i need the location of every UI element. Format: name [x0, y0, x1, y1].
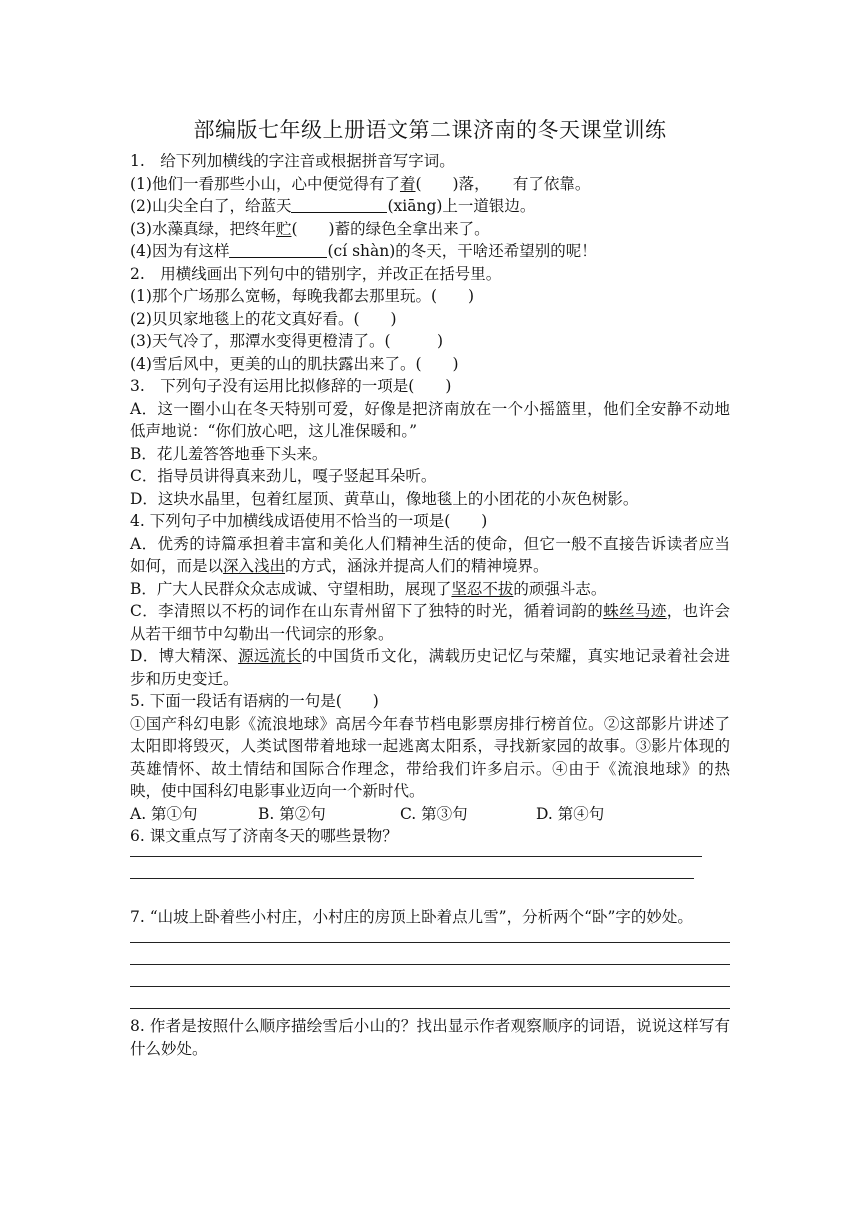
q1-item-3 [130, 218, 730, 241]
q5-options [130, 803, 730, 826]
answer-line[interactable] [130, 964, 730, 965]
worksheet-body [130, 150, 730, 1060]
q1-item-1 [130, 173, 730, 196]
q1-item-4-text: (4)因为有这样 [130, 242, 230, 260]
q5-option-b: B. 第②句 [258, 804, 326, 823]
q4-option-a-idiom: 深入浅出 [223, 557, 286, 575]
q4-option-b-idiom: 坚忍不拔 [451, 579, 514, 598]
fill-blank[interactable] [229, 242, 327, 258]
q4-stem: 4. 下列句子中加横线成语使用不恰当的一项是( ) [130, 512, 488, 530]
q3-option-b: B．花儿羞答答地垂下头来。 [130, 444, 328, 463]
q3-option-d: D．这块水晶里，包着红屋顶、黄草山，像地毯上的小团花的小灰色树影。 [130, 489, 639, 508]
q3-option-a: A．这一圈小山在冬天特别可爱，好像是把济南放在一个小摇篮里，他们全安静不动地低声地说：“你们放心吧，这儿准保暖和。” [130, 399, 730, 440]
q2-item-2: (2)贝贝家地毯上的花文真好看。( ) [130, 309, 397, 328]
q5-option-a: A. 第①句 [130, 804, 198, 823]
q4-option-b-rest: 的顽强斗志。 [513, 579, 607, 598]
q5-stem: 5. 下面一段话有语病的一句是( ) [130, 692, 379, 710]
answer-line[interactable] [130, 878, 694, 879]
q1-item-3-underlined: 贮 [275, 219, 292, 238]
q4-option-b-text: B．广大人民群众众志成诚、守望相助，展现了 [130, 579, 452, 598]
q1-item-2-text: (2)山尖全白了，给蓝天 [130, 197, 292, 215]
q5-option-d: D. 第④句 [536, 804, 605, 823]
q1-item-1-text: (1)他们一看那些小山，心中便觉得有了 [130, 174, 400, 193]
q6-stem: 6. 课文重点写了济南冬天的哪些景物？ [130, 827, 398, 845]
q2-stem: 2. 用横线画出下列句中的错别字，并改正在括号里。 [130, 264, 502, 283]
q4-option-c-text: C．李清照以不朽的词作在山东青州留下了独特的时光，循着词韵的 [130, 602, 604, 620]
q4-option-d-text: D．博大精深、 [130, 647, 239, 665]
q8-stem: 8. 作者是按照什么顺序描绘雪后小山的？找出显示作者观察顺序的词语，说说这样写有什么妙处。 [130, 1017, 730, 1058]
q4-option-a-text: A．优秀的诗篇承担着丰富和美化人们精神生活的使命，但它一般不直接告诉读者应当如何，而是以 [130, 534, 730, 575]
q1-item-4-rest: (cí shàn)的冬天，干啥还希望别的呢！ [327, 242, 597, 260]
q1-item-1-rest: ( )落， 有了依靠。 [415, 174, 591, 193]
q5-paragraph: ①国产科幻电影《流浪地球》高居今年春节档电影票房排行榜首位。②这部影片讲述了太阳即将毁灭，人类试图带着地球一起逃离太阳系，寻找新家园的故事。③影片体现的英雄情怀、故土情结和国际合作理念，带给我们许多启示。④由于《流浪地球》的热映，使中国科幻电影事业迈向一个新时代。 [130, 714, 730, 800]
q2-item-4: (4)雪后风中，更美的山的肌扶露出来了。( ) [130, 354, 459, 373]
q4-option-a [130, 533, 730, 578]
q2-item-1: (1)那个广场那么宽畅，每晚我都去那里玩。( ) [130, 287, 475, 305]
q1-item-1-underlined: 着 [399, 174, 416, 193]
page-title: 部编版七年级上册语文第二课济南的冬天课堂训练 [193, 118, 667, 142]
answer-line[interactable] [130, 856, 702, 857]
q4-option-c-rest: ，也许会从若干细节中勾勒出一代词宗的形象。 [130, 602, 730, 643]
answer-line[interactable] [130, 942, 730, 943]
q4-option-d [130, 645, 730, 690]
q4-option-a-rest: 的方式，涵泳并提高人们的精神境界。 [285, 557, 549, 575]
answer-line[interactable] [130, 986, 730, 987]
q1-stem: 1. 给下列加横线的字注音或根据拼音写字词。 [130, 152, 455, 170]
q2-item-3: (3)天气冷了，那潭水变得更橙清了。( ) [130, 332, 444, 350]
q4-option-d-idiom: 源远流长 [238, 647, 302, 665]
q4-option-d-rest: 的中国货币文化，满载历史记忆与荣耀，真实地记录着社会进步和历史变迁。 [130, 647, 730, 688]
q1-item-2-rest: (xiāng)上一道银边。 [387, 197, 536, 215]
q7-stem: 7. “山坡上卧着些小村庄，小村庄的房顶上卧着点儿雪”，分析两个“卧”字的妙处。 [130, 907, 693, 926]
q4-option-c-idiom: 蛛丝马迹 [603, 602, 667, 620]
q4-option-c [130, 600, 730, 645]
answer-line[interactable] [130, 1008, 730, 1009]
q3-stem: 3. 下列句子没有运用比拟修辞的一项是( ) [130, 377, 452, 395]
fill-blank[interactable] [291, 197, 387, 213]
q1-item-2 [130, 195, 730, 218]
q4-option-b [130, 578, 730, 601]
q3-option-c: C．指导员讲得真来劲儿，嘎子竖起耳朵听。 [130, 467, 437, 485]
q1-item-4 [130, 240, 730, 263]
q1-item-3-rest: ( )蓄的绿色全拿出来了。 [291, 219, 490, 238]
q5-option-c: C. 第③句 [400, 804, 468, 823]
q1-item-3-text: (3)水藻真绿，把终年 [130, 219, 276, 238]
